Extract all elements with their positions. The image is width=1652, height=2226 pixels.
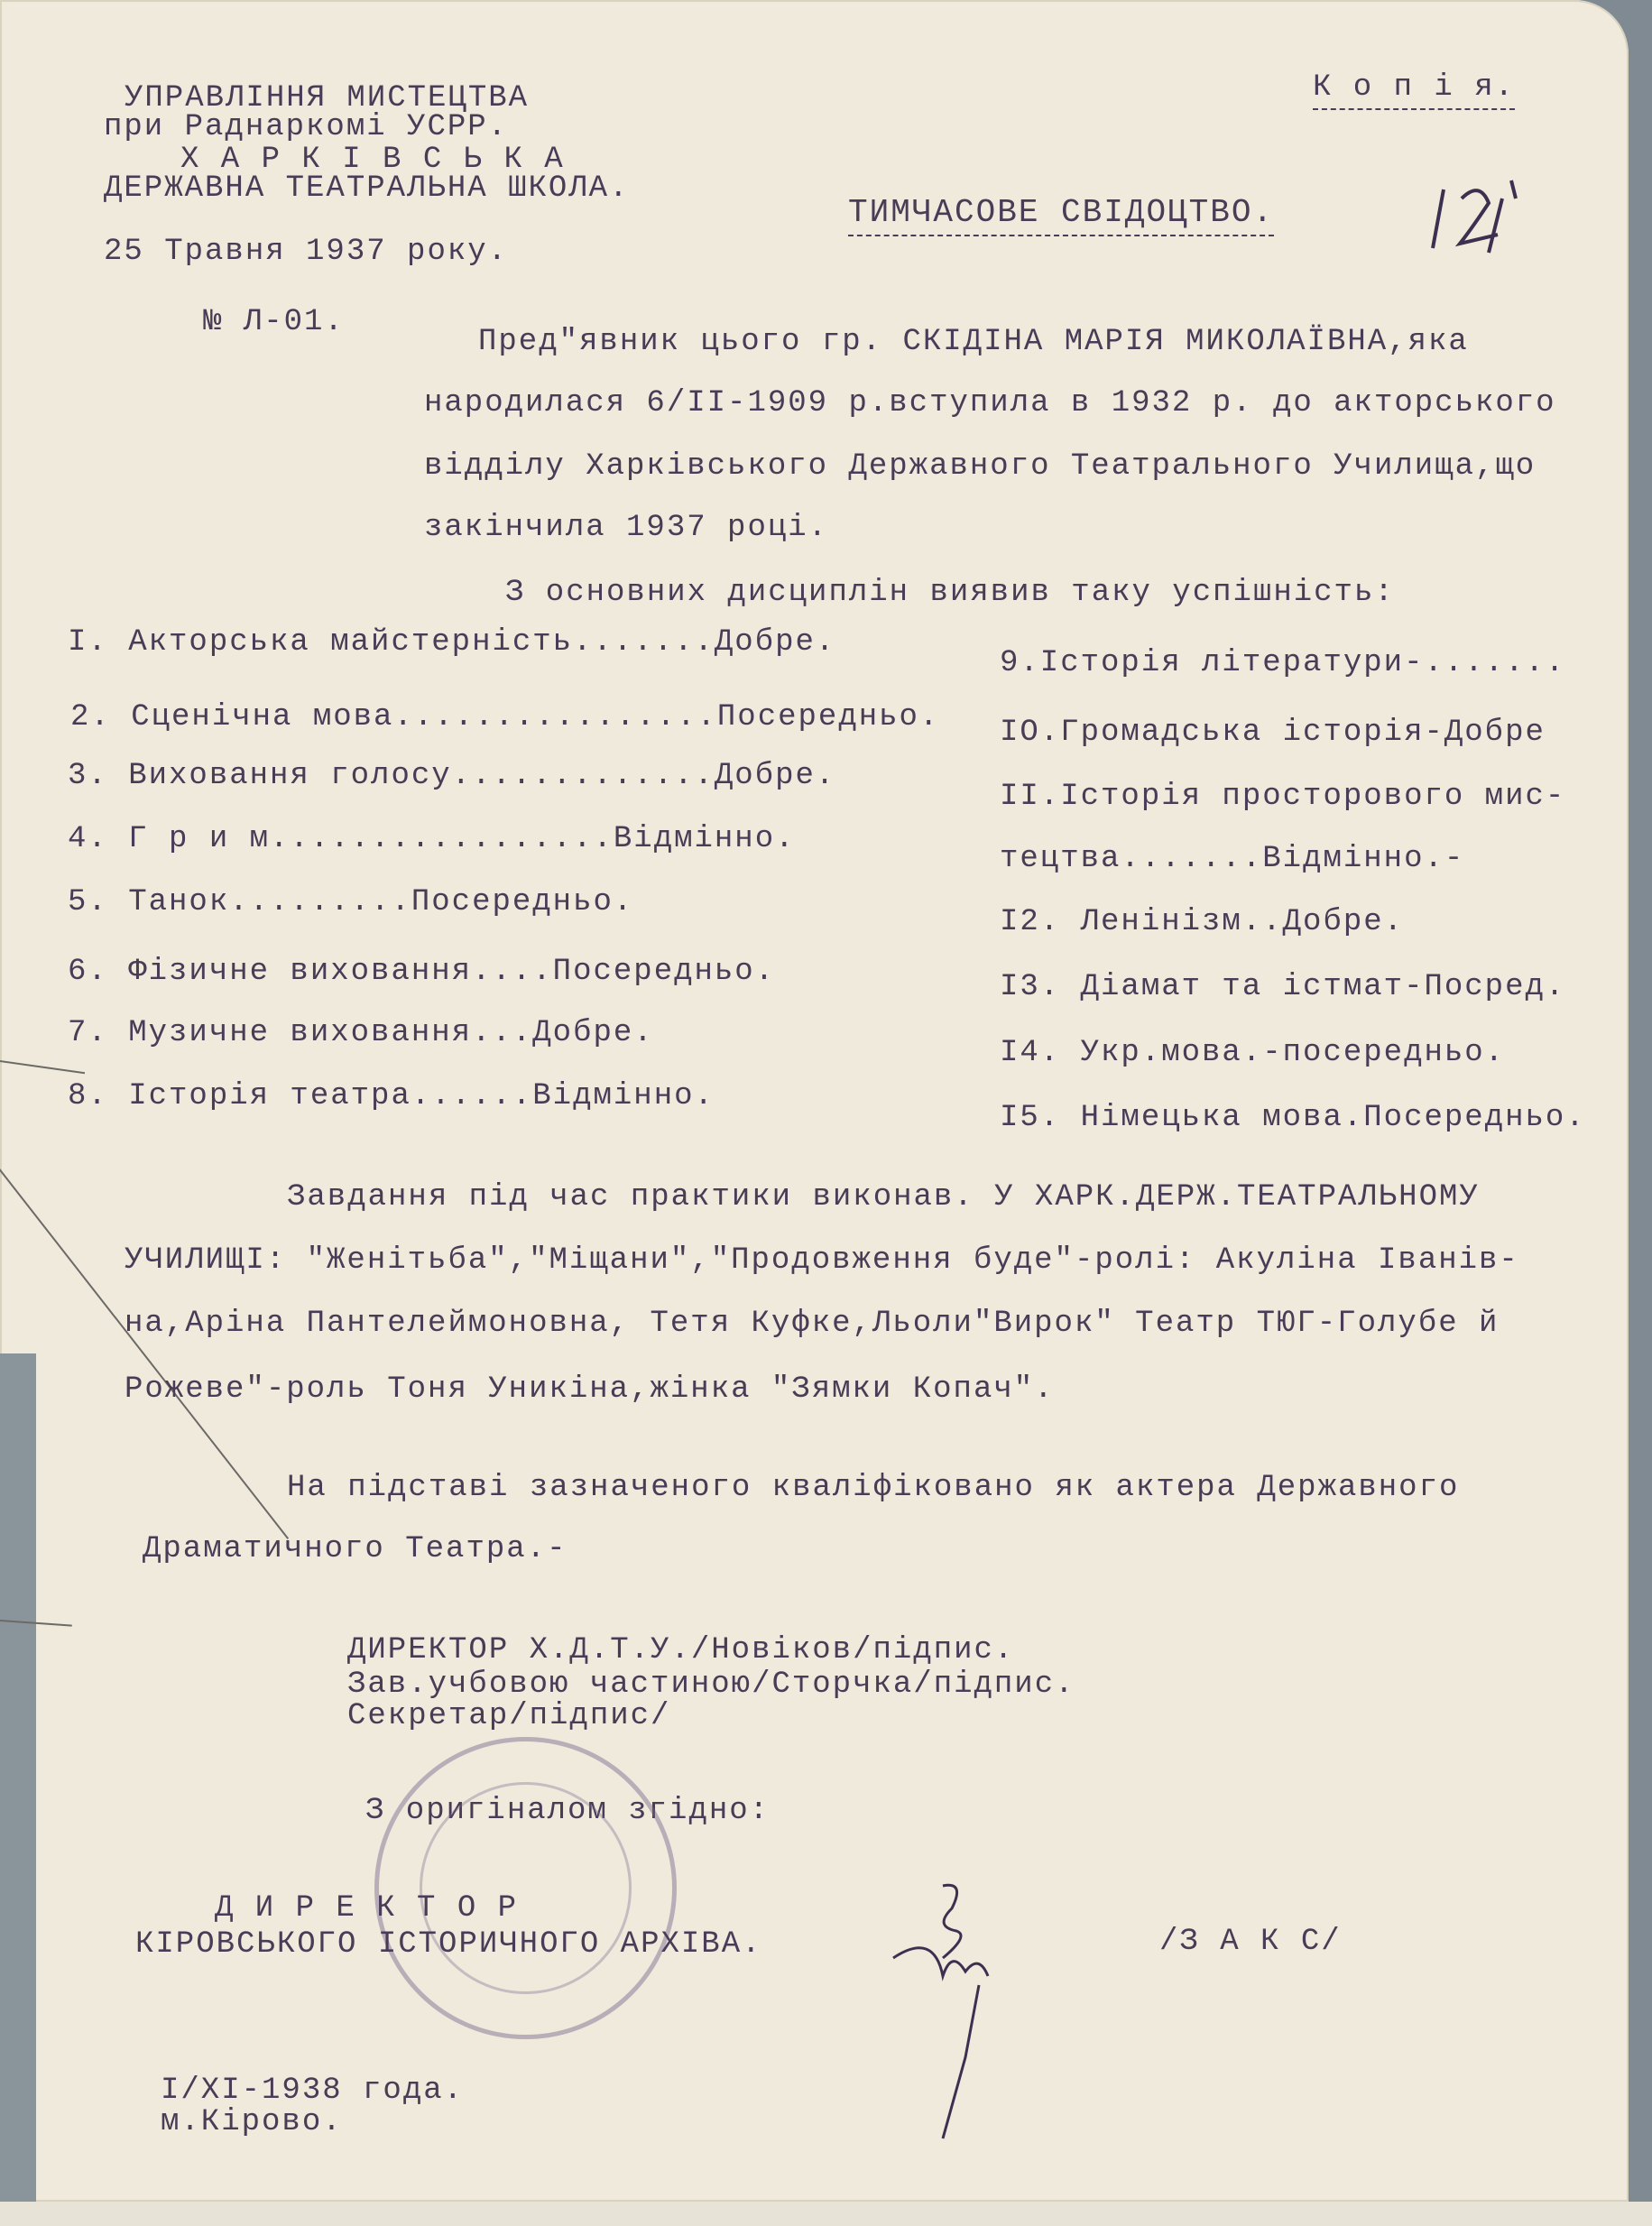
subject-left: 4. Г р и м.................Відмінно. <box>68 822 796 856</box>
org-line-1: УПРАВЛІННЯ МИСТЕЦТВА <box>125 81 530 115</box>
archive-sign: /З А К С/ <box>1159 1925 1342 1959</box>
footer-place: м.Кірово. <box>161 2105 343 2139</box>
subject-left: 5. Танок.........Посередньо. <box>68 885 634 919</box>
practice-line: Рожеве"-роль Тоня Уникіна,жінка "Зямки Копач". <box>125 1372 1055 1407</box>
intro-line: народилася 6/II-1909 р.вступила в 1932 р. до акторського <box>424 386 1556 420</box>
subject-right: I2. Ленінізм..Добре. <box>1000 905 1405 939</box>
signature-secretary: Секретар/підпис/ <box>347 1699 671 1733</box>
subject-right: IO.Громадська історія-Добре <box>1000 716 1546 750</box>
intro-line: відділу Харківського Державного Театрального Училища,що <box>424 449 1537 484</box>
subject-left: I. Акторська майстерність.......Добре. <box>68 625 836 660</box>
practice-line: УЧИЛИЩІ: "Женітьба","Міщани","Продовження буде"-ролі: Акуліна Іванів- <box>125 1243 1519 1278</box>
intro-line: закінчила 1937 році. <box>424 511 829 545</box>
document-title: ТИМЧАСОВЕ СВІДОЦТВО. <box>848 197 1274 236</box>
practice-line: Завдання під час практики виконав. У ХАРК.ДЕРЖ.ТЕАТРАЛЬНОМУ <box>287 1180 1480 1215</box>
subject-left: 8. Історія театра......Відмінно. <box>68 1079 715 1113</box>
conclusion-line: На підставі зазначеного кваліфіковано як актера Державного <box>287 1471 1460 1505</box>
subject-left: 7. Музичне виховання...Добре. <box>68 1016 654 1050</box>
archive-seal-inner <box>420 1782 632 1994</box>
subject-left: 2. Сценічна мова................Посередньо. <box>70 700 940 734</box>
archive-name: КІРОВСЬКОГО ІСТОРИЧНОГО АРХІВА. <box>135 1927 762 1962</box>
intro-line: Пред"явник цього гр. СКІДІНА МАРІЯ МИКОЛАЇВНА,яка <box>478 325 1469 359</box>
subjects-intro: З основних дисциплін виявив таку успішність: <box>505 576 1395 610</box>
footer-date: I/XI-1938 года. <box>161 2074 465 2108</box>
handwritten-signature <box>880 1877 1024 2147</box>
practice-line: на,Аріна Пантелеймоновна, Тетя Куфке,Льоли"Вирок" Театр ТЮГ-Голубе й <box>125 1307 1500 1341</box>
signature-director: ДИРЕКТОР Х.Д.Т.У./Новіков/підпис. <box>347 1633 1015 1667</box>
certify-label: З оригіналом згідно: <box>365 1794 771 1828</box>
subject-right: 9.Історія літератури-....... <box>1000 646 1566 680</box>
document-number: № Л-01. <box>203 305 345 339</box>
document-date: 25 Травня 1937 року. <box>104 235 509 269</box>
subject-right: I4. Укр.мова.-посередньо. <box>1000 1036 1506 1070</box>
subject-right: I5. Німецька мова.Посередньо. <box>1000 1101 1586 1135</box>
subject-right: I3. Діамат та істмат-Посред. <box>1000 970 1566 1004</box>
org-line-4: ДЕРЖАВНА ТЕАТРАЛЬНА ШКОЛА. <box>104 171 630 206</box>
org-line-2: при Раднаркомі УСРР. <box>104 110 509 144</box>
handwritten-number <box>1426 162 1534 262</box>
subject-right: тецтва.......Відмінно.- <box>1000 842 1465 876</box>
org-line-3: Х А Р К І В С Ь К А <box>180 143 565 177</box>
subject-left: 6. Фізичне виховання....Посередньо. <box>68 955 776 989</box>
signature-study-head: Зав.учбовою частиною/Сторчка/підпис. <box>347 1667 1075 1702</box>
bottom-strip <box>0 2202 1652 2226</box>
subject-right: II.Історія просторового мис- <box>1000 780 1566 814</box>
subject-left: 3. Виховання голосу.............Добре. <box>68 759 836 793</box>
archive-director-label: Д И Р Е К Т О Р <box>215 1891 519 1926</box>
background-edge <box>0 1353 36 2226</box>
copy-label: К о п і я. <box>1313 72 1515 110</box>
conclusion-line: Драматичного Театра.- <box>143 1532 568 1566</box>
